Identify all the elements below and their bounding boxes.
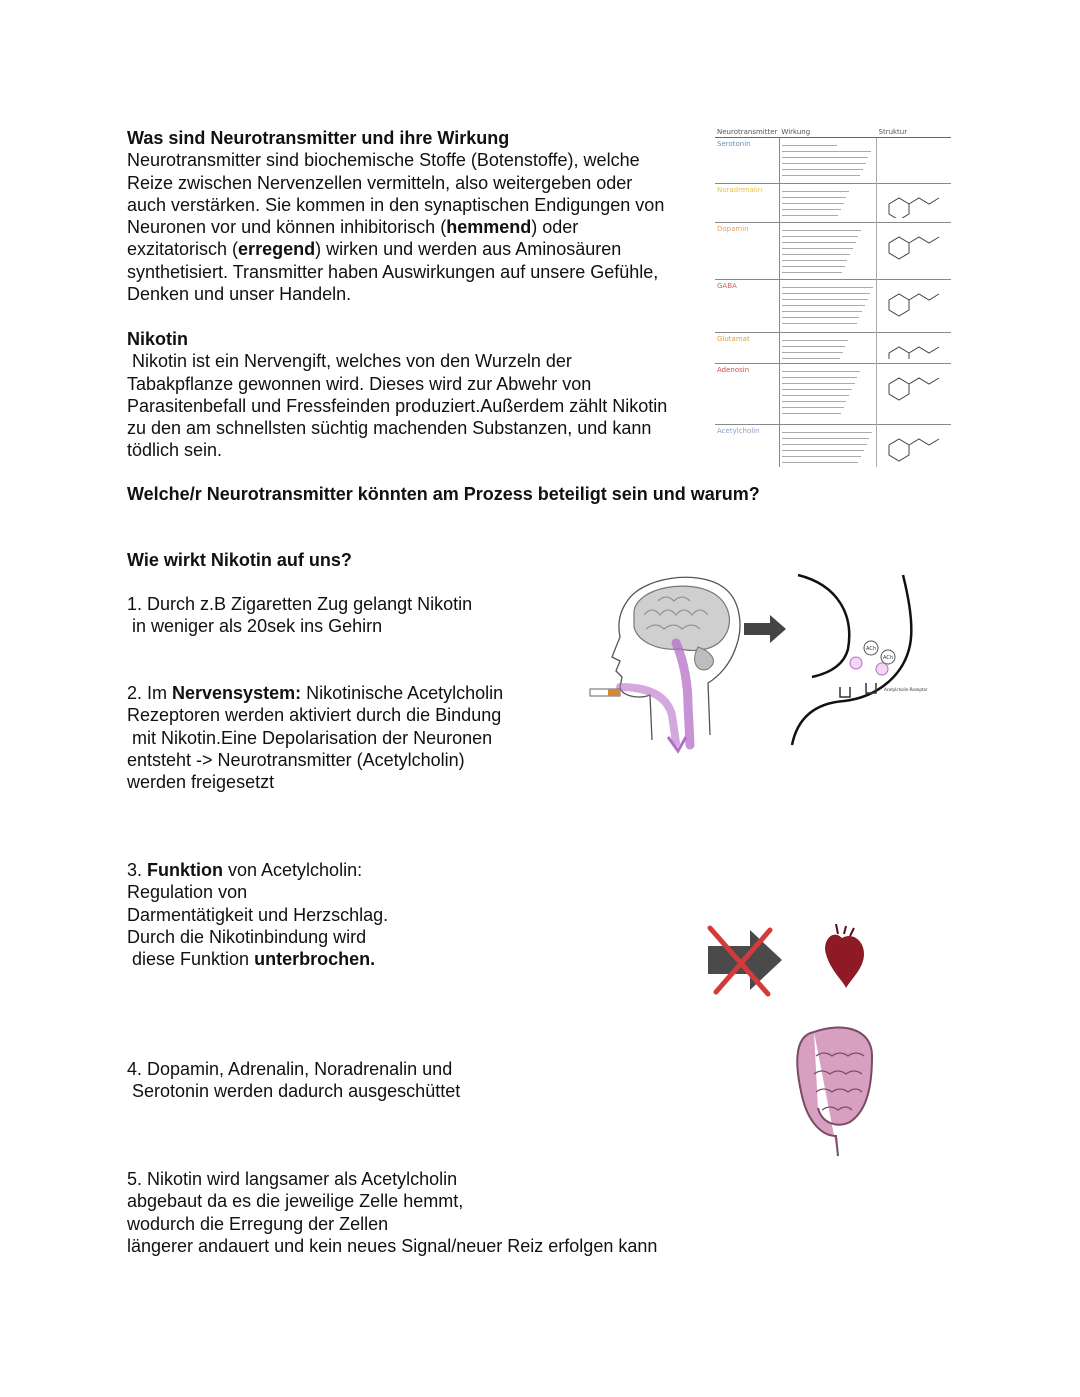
structure-sketch	[877, 280, 952, 333]
intro-section	[127, 127, 664, 305]
step-5: 5. Nikotin wird langsamer als Acetylcholin abgebaut da es die jeweilige Zelle hemmt, wodurch die Erregung der Zellen längerer andauert und kein neues Signal/neuer Reiz erfolgen kann	[127, 1169, 658, 1256]
paragraph-line: Reize zwischen Nervenzellen vermitteln, also weitergeben oder	[127, 172, 633, 193]
header-wirkung: Wirkung	[779, 126, 876, 138]
handwriting-line	[782, 441, 867, 445]
handwriting-line	[782, 227, 861, 231]
handwriting-line	[782, 404, 844, 408]
handwriting-line	[782, 257, 847, 261]
handwriting-line	[782, 290, 870, 294]
molecule-bonds	[889, 439, 939, 461]
handwriting-line	[782, 239, 856, 243]
effect-notes	[779, 138, 876, 184]
handwriting-line	[782, 296, 868, 300]
molecule-bonds	[889, 347, 939, 359]
neurotransmitter-table	[715, 126, 951, 468]
handwriting-line	[782, 392, 849, 396]
step-3: 3. Funktion von Acetylcholin: Regulation von Darmentätigkeit und Herzschlag. Durch die Nikotinbindung wird diese Funktion unterbrochen.	[127, 860, 389, 970]
paragraph-line: Nikotin ist ein Nervengift, welches von den Wurzeln der	[127, 351, 572, 372]
nicotine-brain-diagram	[548, 565, 943, 810]
handwriting-line	[782, 233, 858, 237]
section-heading: Nikotin	[127, 329, 188, 349]
handwriting-line	[782, 398, 846, 402]
step-2: 2. Im Nervensystem: Nikotinische Acetylcholin Rezeptoren werden aktiviert durch die Bindung mit Nikotin.Eine Depolarisation der Neuronen entsteht -> Neurotransmitter (Acetylcholin) werden freigesetzt	[127, 683, 504, 793]
effect-notes	[779, 184, 876, 223]
handwriting-line	[782, 245, 853, 249]
paragraph-line: exzitatorisch (erregend) wirken und werden aus Aminosäuren	[127, 239, 622, 260]
cigarette-tip	[608, 689, 620, 696]
handwriting-line	[782, 337, 848, 341]
handwriting-line	[782, 308, 862, 312]
molecule-icon	[879, 225, 949, 275]
handwriting-line	[782, 154, 869, 158]
handwriting-line	[782, 160, 866, 164]
ach-label: ACh	[866, 646, 876, 652]
paragraph-line: Tabakpflanze gewonnen wird. Dieses wird zur Abwehr von	[127, 373, 592, 394]
handwriting-line	[782, 206, 841, 210]
neurotransmitter-name: Noradrenalin	[715, 184, 779, 223]
structure-sketch	[877, 425, 952, 468]
ach-label: ACh	[883, 655, 893, 661]
paragraph-line: Denken und unser Handeln.	[127, 284, 352, 305]
handwriting-line	[782, 435, 869, 439]
section-heading: Was sind Neurotransmitter und ihre Wirkung	[127, 128, 510, 148]
structure-sketch	[877, 138, 952, 184]
neurotransmitter-name: Serotonin	[715, 138, 779, 184]
molecule-bonds	[889, 294, 939, 316]
neurotransmitter-name: GABA	[715, 280, 779, 333]
handwriting-line	[782, 453, 861, 457]
effect-notes	[779, 425, 876, 468]
handwriting-line	[782, 148, 871, 152]
structure-sketch	[877, 223, 952, 280]
handwriting-line	[782, 343, 846, 347]
handwriting-line	[782, 194, 846, 198]
question: Welche/r Neurotransmitter könnten am Prozess beteiligt sein und warum?	[127, 484, 760, 504]
handwriting-line	[782, 410, 841, 414]
handwriting-line	[782, 172, 860, 176]
paragraph-line: zu den am schnellsten süchtig machenden Substanzen, und kann	[127, 418, 652, 439]
table-row	[715, 280, 951, 333]
brain	[634, 586, 729, 650]
step-1: 1. Durch z.B Zigaretten Zug gelangt Nikotin in weniger als 20sek ins Gehirn	[127, 594, 473, 637]
molecule-bonds	[889, 237, 939, 259]
structure-sketch	[877, 364, 952, 425]
step-4: 4. Dopamin, Adrenalin, Noradrenalin und Serotonin werden dadurch ausgeschüttet	[127, 1059, 461, 1102]
handwriting-line	[782, 349, 843, 353]
bold-term: hemmend	[446, 217, 532, 238]
handwriting-line	[782, 263, 845, 267]
effect-notes	[779, 364, 876, 425]
handwriting-line	[782, 166, 863, 170]
handwriting-line	[782, 200, 844, 204]
nikotin-section	[127, 328, 667, 462]
bold-term: erregend	[238, 239, 316, 260]
neurotransmitter-name: Acetylcholin	[715, 425, 779, 468]
molecule-icon	[879, 427, 949, 463]
molecule-icon	[879, 282, 949, 328]
handwriting-line	[782, 188, 849, 192]
neurotransmitter-name: Adenosin	[715, 364, 779, 425]
handwriting-line	[782, 447, 864, 451]
paragraph-line: auch verstärken. Sie kommen in den synaptischen Endigungen von	[127, 194, 665, 215]
receptor-label: Acetylcholin-Rezeptor	[884, 687, 928, 692]
nicotine-molecule	[850, 657, 862, 669]
structure-sketch	[877, 333, 952, 364]
molecule-bonds	[889, 378, 939, 400]
paragraph-line: tödlich sein.	[127, 440, 223, 461]
diagram-background	[672, 860, 942, 1190]
handwriting-line	[782, 386, 852, 390]
table-row	[715, 364, 951, 425]
neurotransmitter-name: Glutamat	[715, 333, 779, 364]
handwriting-line	[782, 374, 858, 378]
molecule-icon	[879, 186, 949, 218]
handwriting-line	[782, 314, 859, 318]
handwriting-line	[782, 284, 873, 288]
handwriting-line	[782, 459, 858, 463]
how-section	[127, 549, 352, 571]
handwriting-line	[782, 269, 842, 273]
section-heading: Wie wirkt Nikotin auf uns?	[127, 550, 352, 570]
handwriting-line	[782, 380, 855, 384]
handwriting-line	[782, 302, 865, 306]
blocked-function-diagram	[672, 860, 942, 1190]
molecule-icon	[879, 366, 949, 420]
paragraph-line: Parasitenbefall und Fressfeinden produziert.Außerdem zählt Nikotin	[127, 395, 668, 416]
header-neurotransmitter: Neurotransmitter	[717, 127, 778, 136]
header-struktur: Struktur	[877, 126, 952, 138]
molecule-bonds	[889, 198, 939, 218]
structure-sketch	[877, 184, 952, 223]
neurotransmitter-name: Dopamin	[715, 223, 779, 280]
effect-notes	[779, 333, 876, 364]
handwriting-line	[782, 142, 837, 146]
table-row	[715, 184, 951, 223]
paragraph-line: Neurotransmitter sind biochemische Stoffe (Botenstoffe), welche	[127, 150, 640, 171]
paragraph-line: synthetisiert. Transmitter haben Auswirkungen auf unsere Gefühle,	[127, 261, 659, 282]
table-row	[715, 138, 951, 184]
handwriting-line	[782, 368, 860, 372]
table-row	[715, 223, 951, 280]
table-row	[715, 425, 951, 468]
table-row	[715, 333, 951, 364]
effect-notes	[779, 223, 876, 280]
effect-notes	[779, 280, 876, 333]
handwriting-line	[782, 251, 850, 255]
molecule-icon	[879, 335, 949, 359]
handwriting-line	[782, 320, 857, 324]
handwriting-line	[782, 355, 840, 359]
handwriting-line	[782, 212, 838, 216]
nicotine-molecule	[876, 663, 888, 675]
handwriting-line	[782, 429, 872, 433]
paragraph-line: Neuronen vor und können inhibitorisch (hemmend) oder	[127, 217, 579, 238]
